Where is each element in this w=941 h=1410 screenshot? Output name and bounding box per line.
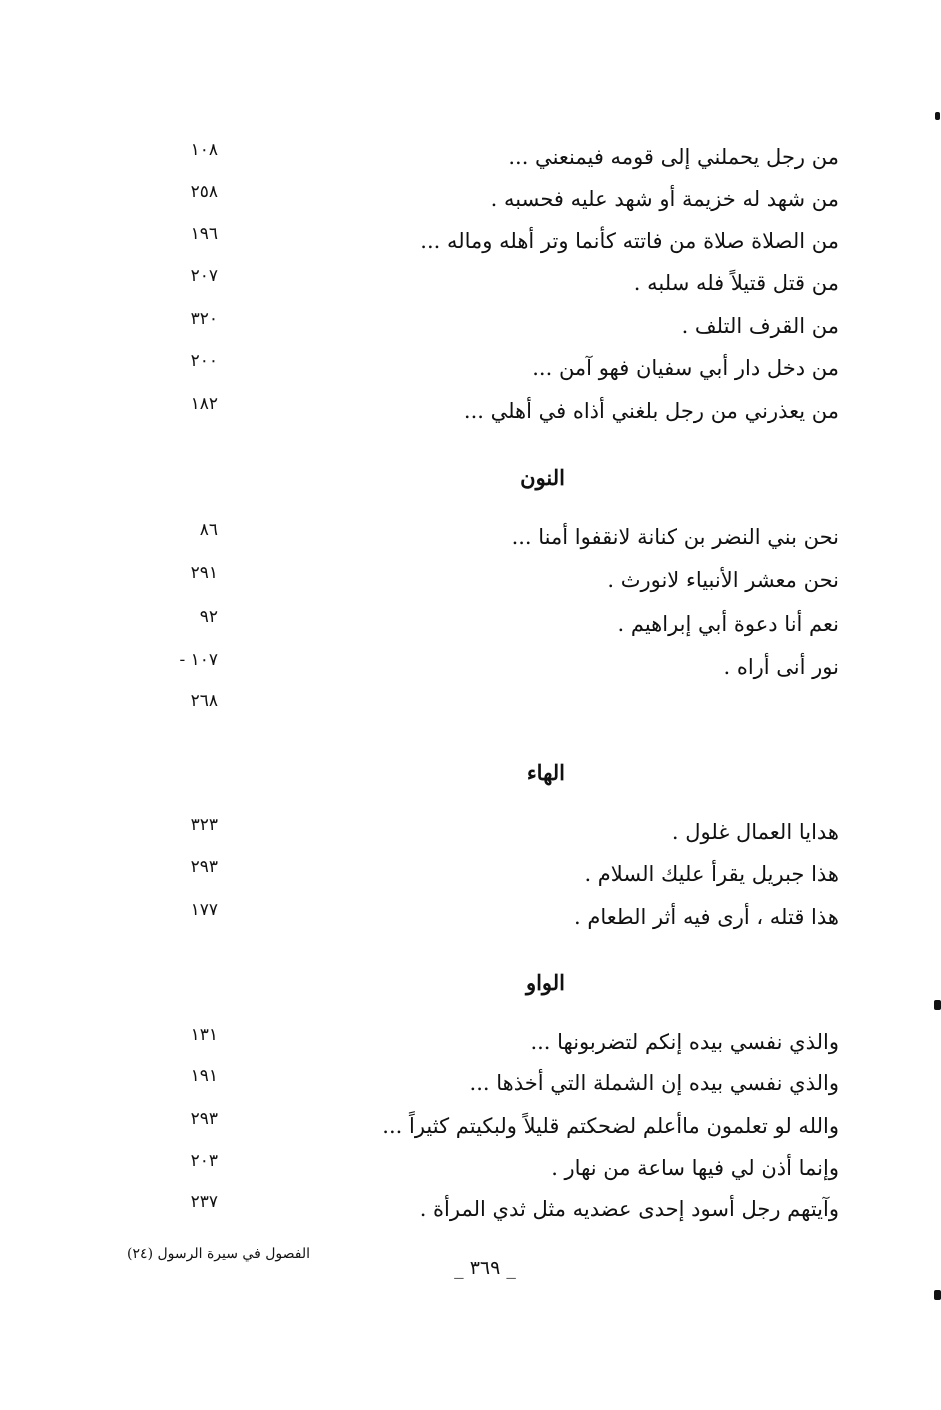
entry-text: من قتل قتيلاً فله سلبه . bbox=[633, 271, 839, 295]
entry-page: ١٩٦ bbox=[190, 224, 218, 244]
entry-page: ٢٩٣ bbox=[190, 857, 218, 877]
entry-text: وإنما أذن لي فيها ساعة من نهار . bbox=[551, 1156, 839, 1180]
entry-page: ٢٠٣ bbox=[190, 1151, 218, 1171]
index-entry bbox=[0, 226, 941, 260]
entry-text: من الصلاة صلاة من فاتته كأنما وتر أهله وماله ... bbox=[420, 229, 839, 253]
entry-text: نحن بني النضر بن كنانة لانقفوا أمنا ... bbox=[511, 525, 839, 549]
section-heading-noon: النون bbox=[520, 465, 565, 490]
entry-text: هذا قتله ، أرى فيه أثر الطعام . bbox=[573, 905, 839, 929]
index-entry bbox=[0, 353, 941, 387]
section-heading-waw: الواو bbox=[525, 970, 565, 995]
index-entry bbox=[0, 859, 941, 893]
entry-page: ٨٦ bbox=[199, 520, 218, 540]
index-entry bbox=[0, 1194, 941, 1228]
entry-page: ١٣١ bbox=[190, 1025, 218, 1045]
entry-text: وآيتهم رجل أسود إحدى عضديه مثل ثدي المرأة . bbox=[419, 1197, 839, 1221]
entry-page: ٢٥٨ bbox=[190, 182, 218, 202]
entry-text: والذي نفسي بيده إن الشملة التي أخذها ... bbox=[469, 1071, 839, 1095]
index-entry bbox=[0, 1027, 941, 1061]
entry-page: ٢٠٧ bbox=[190, 266, 218, 286]
entry-page: ١٠٨ bbox=[190, 140, 218, 160]
section-heading-haa: الهاء bbox=[526, 760, 565, 785]
entry-page-continued: ٢٦٨ bbox=[190, 691, 218, 711]
running-footer-title: الفصول في سيرة الرسول (٢٤) bbox=[127, 1246, 310, 1262]
entry-page: ١٠٧ - bbox=[179, 650, 218, 670]
entry-text: والله لو تعلمون ماأعلم لضحكتم قليلاً ولبكيتم كثيراً ... bbox=[382, 1114, 839, 1138]
index-entry bbox=[0, 817, 941, 851]
scan-edge-mark bbox=[935, 112, 940, 120]
index-entry bbox=[0, 652, 941, 686]
entry-page: ١٩١ bbox=[190, 1066, 218, 1086]
entry-page: ٣٢٠ bbox=[190, 309, 218, 329]
index-entry bbox=[0, 1111, 941, 1145]
scan-edge-mark bbox=[934, 1290, 941, 1300]
page-number: _ ٣٦٩ _ bbox=[454, 1257, 516, 1279]
entry-text: نور أنى أراه . bbox=[723, 655, 839, 679]
index-entry bbox=[0, 142, 941, 176]
index-entry bbox=[0, 184, 941, 218]
entry-page: ٢٣٧ bbox=[190, 1192, 218, 1212]
entry-page: ٢٩١ bbox=[190, 563, 218, 583]
index-entry bbox=[0, 311, 941, 345]
entry-text: هذا جبريل يقرأ عليك السلام . bbox=[584, 862, 839, 886]
entry-page: ١٨٢ bbox=[190, 394, 218, 414]
index-entry bbox=[0, 1068, 941, 1102]
index-entry bbox=[0, 902, 941, 936]
index-entry bbox=[0, 565, 941, 599]
index-entry bbox=[0, 609, 941, 643]
entry-text: من يعذرني من رجل بلغني أذاه في أهلي ... bbox=[463, 399, 839, 423]
entry-text: والذي نفسي بيده إنكم لتضربونها ... bbox=[530, 1030, 839, 1054]
entry-text: نحن معشر الأنبياء لانورث . bbox=[607, 568, 839, 592]
entry-text: من رجل يحملني إلى قومه فيمنعني ... bbox=[508, 145, 839, 169]
entry-text: هدايا العمال غلول . bbox=[671, 820, 839, 844]
entry-text: من شهد له خزيمة أو شهد عليه فحسبه . bbox=[490, 187, 839, 211]
index-entry bbox=[0, 396, 941, 430]
entry-page: ٩٢ bbox=[199, 607, 218, 627]
index-entry bbox=[0, 522, 941, 556]
entry-page: ٢٠٠ bbox=[190, 351, 218, 371]
entry-text: من دخل دار أبي سفيان فهو آمن ... bbox=[532, 356, 839, 380]
entry-page: ٢٩٣ bbox=[190, 1109, 218, 1129]
index-entry bbox=[0, 268, 941, 302]
entry-text: من القرف التلف . bbox=[681, 314, 839, 338]
entry-page: ١٧٧ bbox=[190, 900, 218, 920]
scan-edge-mark bbox=[934, 1000, 941, 1010]
index-entry bbox=[0, 1153, 941, 1187]
entry-page: ٣٢٣ bbox=[190, 815, 218, 835]
entry-text: نعم أنا دعوة أبي إبراهيم . bbox=[617, 612, 839, 636]
